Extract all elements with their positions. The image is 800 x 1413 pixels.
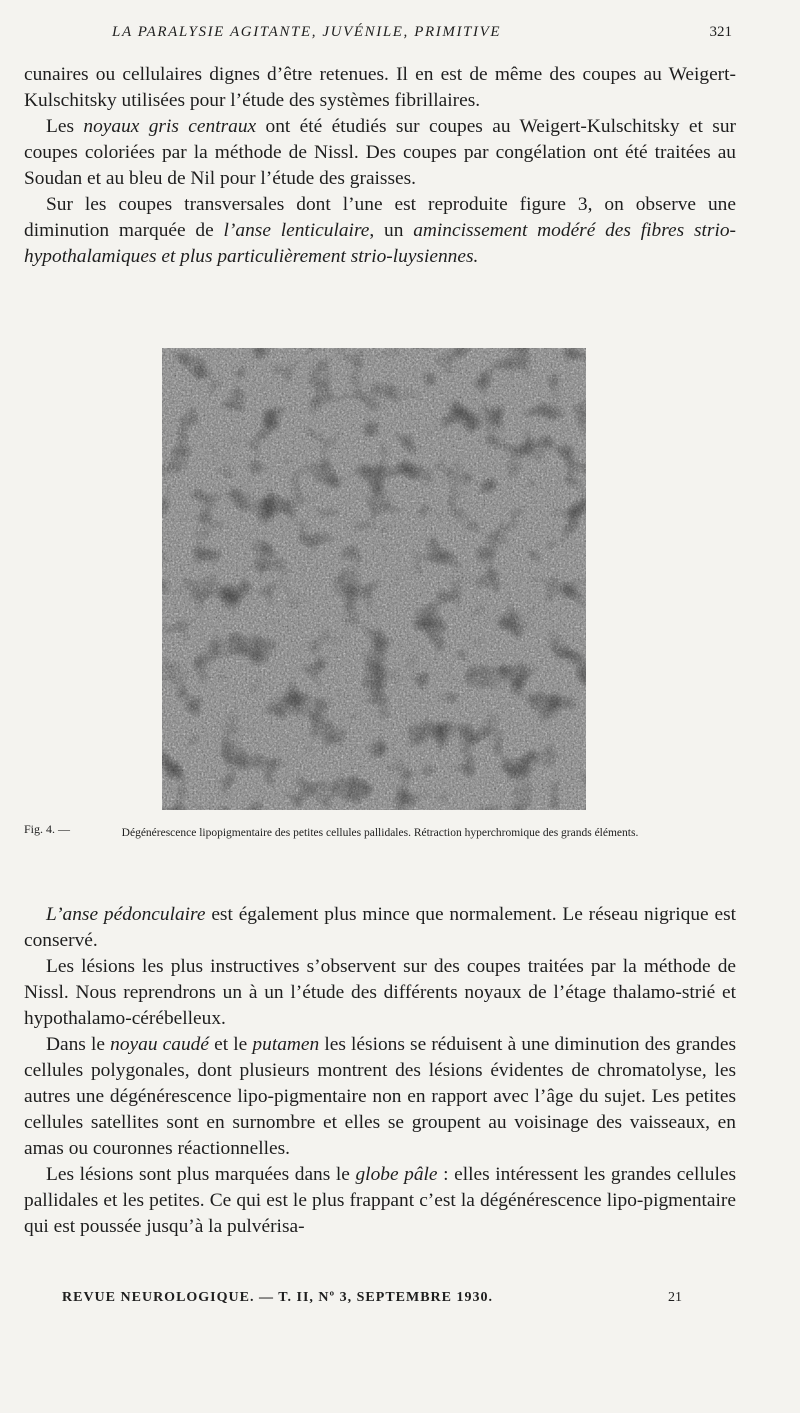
running-header bbox=[112, 24, 732, 41]
text-run: Les bbox=[46, 116, 84, 137]
italic-run: L’anse pédonculaire bbox=[46, 904, 206, 925]
text-run: les lésions se réduisent à une diminution des grandes cellules polygonales, dont plusieurs montrent des lésions évidentes de chromatolyse, les autres une dégénérescence lipo-pigmentaire non en rapport avec l’âge du sujet. Les petites cellules satellites sont en surnombre et elles se groupent au voisinage des vaisseaux, en amas ou couronnes réactionnelles. bbox=[24, 1034, 737, 1159]
paragraph bbox=[24, 114, 736, 192]
text-run: , un bbox=[369, 220, 414, 241]
paragraph bbox=[24, 954, 736, 1032]
figure-caption bbox=[24, 822, 736, 841]
figure-caption-text: Dégénérescence lipopigmentaire des petites cellules pallidales. Rétraction hyperchromique des grands éléments. bbox=[121, 827, 639, 839]
italic-run: amincissement modéré des fibres strio-hypothalamiques et plus particulièrement strio-luysiennes. bbox=[24, 220, 737, 267]
micrograph-image bbox=[162, 348, 586, 810]
text-run: cunaires ou cellulaires dignes d’être retenues. Il en est de même des coupes au Weigert-Kulschitsky utilisées pour l’étude des systèmes fibrillaires. bbox=[24, 64, 736, 111]
body-text-bottom bbox=[24, 902, 736, 1240]
text-run: et le bbox=[208, 1034, 253, 1055]
figure-micrograph bbox=[162, 348, 586, 810]
text-run: Les lésions les plus instructives s’observent sur des coupes traitées par la méthode de Nissl. Nous reprendrons un à un l’étude des différents noyaux de l’étage thalamo-strié et hypothalamo-cérébelleux. bbox=[24, 956, 736, 1029]
italic-run: putamen bbox=[252, 1034, 320, 1055]
paragraph bbox=[24, 192, 736, 270]
paragraph bbox=[24, 902, 736, 954]
text-run: Sur les coupes transversales dont l’une est reproduite figure 3, on observe une diminution marquée de bbox=[24, 194, 736, 241]
paragraph bbox=[24, 1162, 736, 1240]
page-footer bbox=[62, 1290, 682, 1306]
running-title: LA PARALYSIE AGITANTE, JUVÉNILE, PRIMITIVE bbox=[112, 24, 502, 40]
paragraph bbox=[24, 62, 736, 114]
text-run: : elles intéressent les grandes cellules pallidales et les petites. Ce qui est le plus frappant c’est la dégénérescence lipo-pigmentaire qui est poussée jusqu’à la pulvérisa- bbox=[24, 1164, 737, 1237]
figure-label: Fig. 4. — bbox=[24, 822, 71, 836]
italic-run: l’anse lenticulaire bbox=[223, 220, 370, 241]
text-run: ont été étudiés sur coupes au Weigert-Kulschitsky et sur coupes coloriées par la méthode de Nissl. Des coupes par congélation ont été traitées au Soudan et au bleu de Nil pour l’étude des graisses. bbox=[24, 116, 736, 189]
paragraph bbox=[24, 1032, 736, 1162]
italic-run: noyaux gris centraux bbox=[83, 116, 257, 137]
text-run: Dans le bbox=[46, 1034, 111, 1055]
signature-mark: 21 bbox=[668, 1290, 682, 1305]
page-number: 321 bbox=[709, 24, 732, 40]
italic-run: noyau caudé bbox=[110, 1034, 209, 1055]
text-run: Les lésions sont plus marquées dans le bbox=[46, 1164, 356, 1185]
text-run: est également plus mince que normalement. Le réseau nigrique est conservé. bbox=[24, 904, 736, 951]
body-text-top bbox=[24, 62, 736, 270]
italic-run: globe pâle bbox=[355, 1164, 438, 1185]
journal-reference: REVUE NEUROLOGIQUE. — T. II, Nº 3, SEPTEMBRE 1930. bbox=[62, 1290, 493, 1305]
